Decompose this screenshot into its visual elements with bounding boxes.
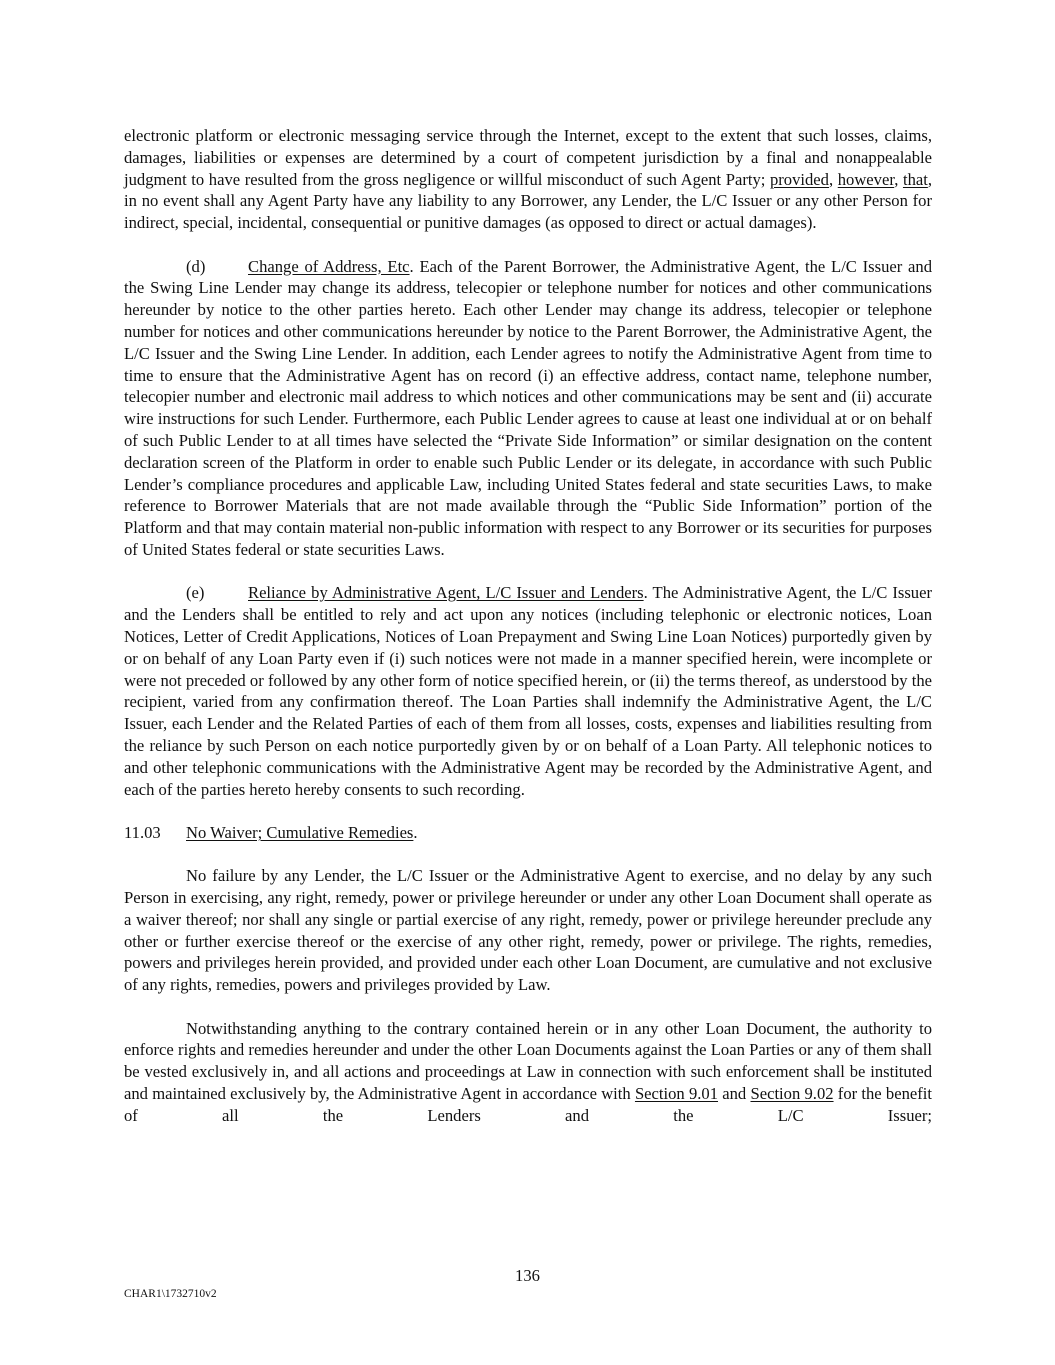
document-id: CHAR1\1732710v2 xyxy=(124,1288,217,1300)
paragraph-text: , in no event shall any Agent Party have any liability to any Borrower, any Lender, the L/C Issuer or any other Person for indirect, special, incidental, consequential or punitive damages (as opposed to direct or actual damages). xyxy=(124,169,932,233)
clause-label: (e) xyxy=(186,583,205,603)
clause-text: . The Administrative Agent, the L/C Issuer and the Lenders shall be entitled to rely and act upon any notices (including telephonic or electronic notices, Loan Notices, Letter of Credit Applications, Notices of Loan Prepayment and Swing Line Loan Notices) purportedly given by or on behalf of any Loan Party even if (i) such notices were not made in a manner specified herein, were incomplete or were not preceded or followed by any other form of notice specified herein, or (ii) the terms thereof, as understood by the recipient, varied from any confirmation thereof. The Loan Parties shall indemnify the Administrative Agent, the L/C Issuer, each Lender and the Related Parties of each of them from all losses, costs, expenses and liabilities resulting from the reliance by such Person on each notice purportedly given by or on behalf of a Loan Party. All telephonic notices to and other telephonic communications with the Administrative Agent may be recorded by the Administrative Agent, and each of the parties hereto hereby consents to such recording. xyxy=(124,583,932,799)
clause-d xyxy=(124,256,932,561)
clause-e xyxy=(124,582,932,800)
clause-label: (d) xyxy=(186,256,206,276)
page-number: 136 xyxy=(515,1266,540,1285)
clause-text: . Each of the Parent Borrower, the Administrative Agent, the L/C Issuer and the Swing Line Lender may change its address, telecopier or telephone number for notices and other communications hereunder by notice to the other parties hereto. Each other Lender may change its address, telecopier or telephone number for notices and other communications hereunder by notice to the Parent Borrower, the Administrative Agent, the L/C Issuer and the Swing Line Lender. In addition, each Lender agrees to notify the Administrative Agent from time to time to ensure that the Administrative Agent has on record (i) an effective address, contact name, telephone number, telecopier number and electronic mail address to which notices and other communications may be sent and (ii) accurate wire instructions for such Lender. Furthermore, each Public Lender agrees to cause at least one individual at or on behalf of such Public Lender to at all times have selected the “Private Side Information” or similar designation on the content declaration screen of the Platform in order to enable such Public Lender or its delegate, in accordance with such Public Lender’s compliance procedures and applicable Law, including United States federal and state securities Laws, to make reference to Borrower Materials that are not made available through the “Public Side Information” portion of the Platform and that may contain material non-public information with respect to any Borrower or its securities for purposes of United States federal or state securities Laws. xyxy=(124,256,932,559)
punctuation: , xyxy=(894,169,903,189)
paragraph-continuation xyxy=(124,125,932,234)
section-title: No Waiver; Cumulative Remedies xyxy=(186,822,414,842)
section-reference: Section 9.02 xyxy=(750,1084,834,1104)
paragraph-no-waiver xyxy=(124,865,932,996)
section-number: 11.03 xyxy=(124,822,161,842)
term-provided: provided xyxy=(769,169,829,189)
paragraph-text: Notwithstanding anything to the contrary contained herein or in any other Loan Document, the authority to enforce rights and remedies hereunder and under the other Loan Documents against the Loan Parties or any of them shall be vested exclusively in, and all actions and proceedings at Law in connection with such enforcement shall be instituted and maintained exclusively by, the Administrative Agent in accordance with xyxy=(124,1018,932,1104)
section-reference: Section 9.01 xyxy=(634,1084,719,1104)
paragraph-notwithstanding xyxy=(124,1018,932,1127)
punctuation: . xyxy=(413,822,418,842)
term-that: that xyxy=(902,169,928,189)
paragraph-text: for the benefit of all the Lenders and the L/C Issuer; xyxy=(124,1084,932,1125)
punctuation: , xyxy=(828,169,838,189)
paragraph-text: electronic platform or electronic messaging service through the Internet, except to the extent that such losses, claims, damages, liabilities or expenses are determined by a court of competent jurisdiction by a final and nonappealable judgment to have resulted from the gross negligence or willful misconduct of such Agent Party; xyxy=(124,126,932,189)
paragraph-text: and xyxy=(718,1084,751,1104)
document-page xyxy=(124,125,932,1127)
term-however: however xyxy=(837,169,895,189)
clause-title: Change of Address, Etc xyxy=(248,256,410,276)
section-heading-11-03 xyxy=(124,822,932,844)
paragraph-text: No failure by any Lender, the L/C Issuer or the Administrative Agent to exercise, and no delay by any such Person in exercising, any right, remedy, power or privilege hereunder or under any other Loan Document shall operate as a waiver thereof; nor shall any single or partial exercise of any right, remedy, power or privilege hereunder preclude any other or further exercise thereof or the exercise of any other right, remedy, power or privilege. The rights, remedies, powers and privileges herein provided, and provided under each other Loan Document, are cumulative and not exclusive of any rights, remedies, powers and privileges provided by Law. xyxy=(124,866,932,995)
clause-title: Reliance by Administrative Agent, L/C Issuer and Lenders xyxy=(248,583,644,603)
